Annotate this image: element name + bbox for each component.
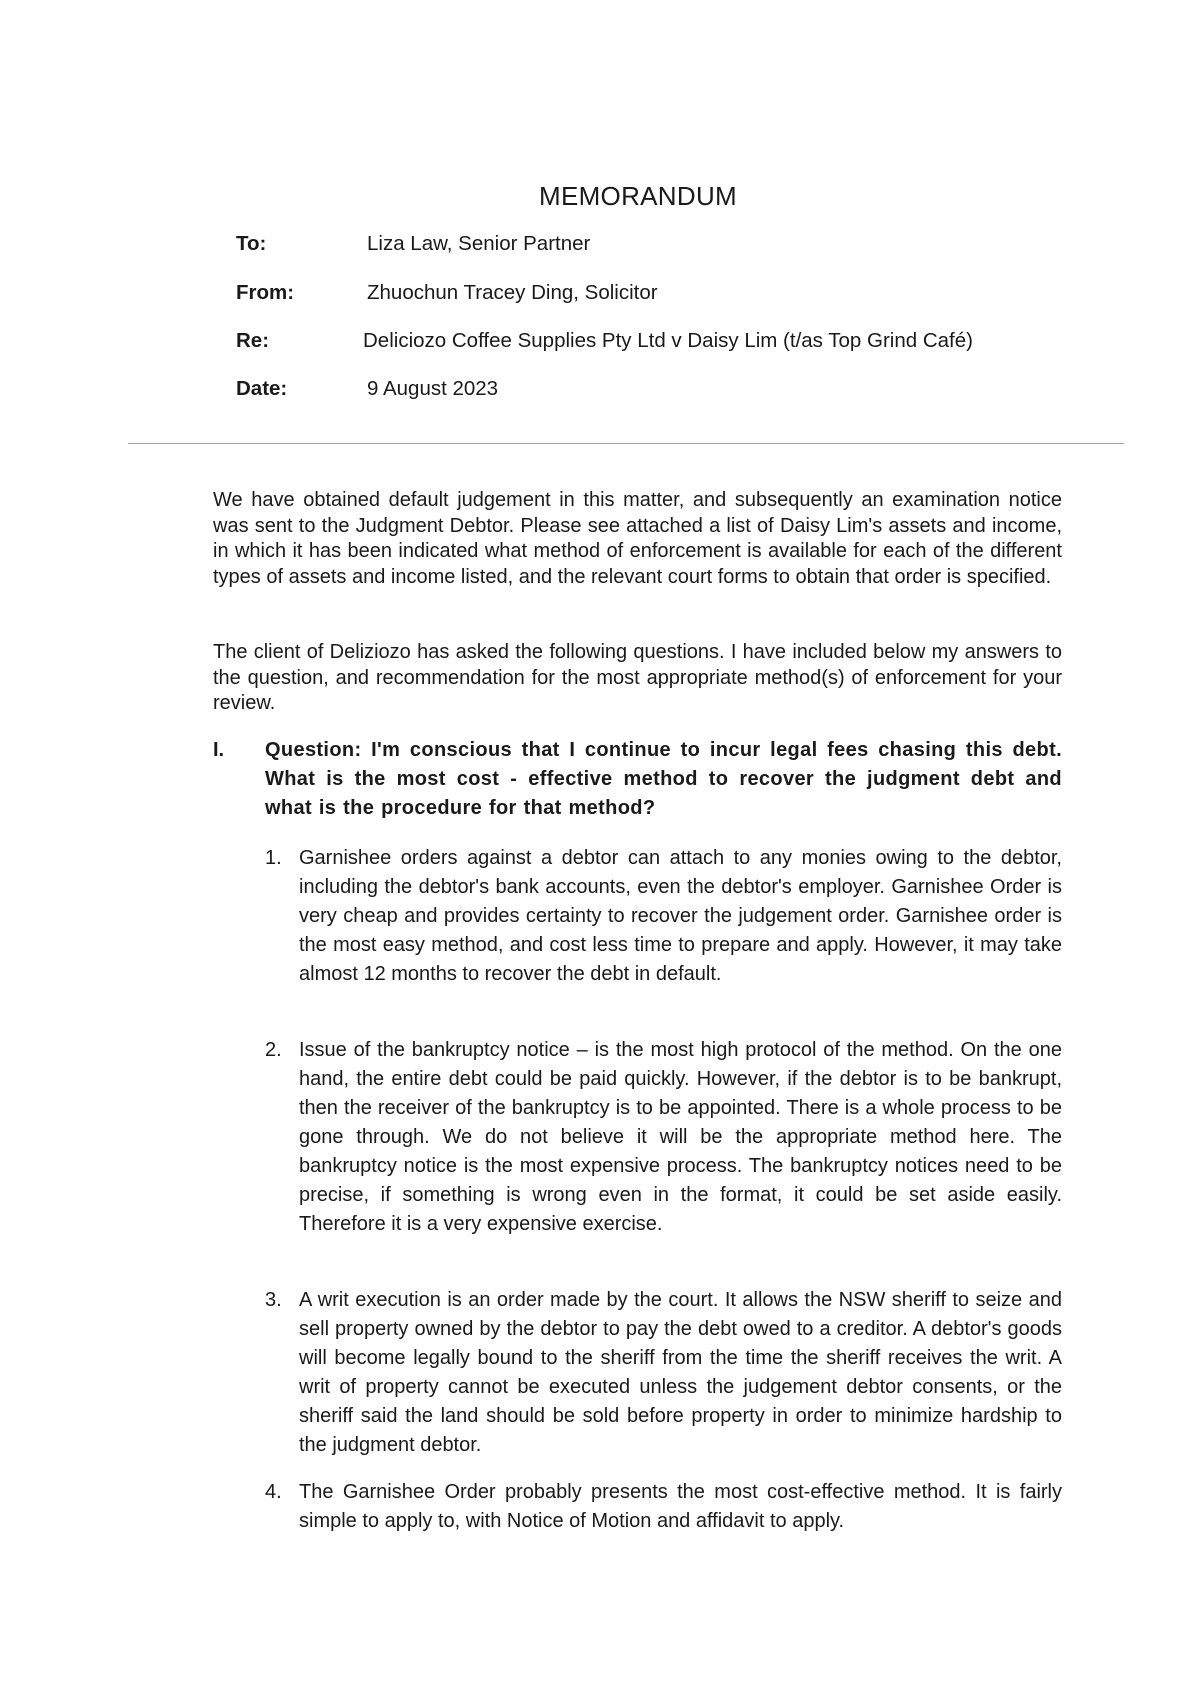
- question-block: [213, 736, 1062, 823]
- answer-number: 3.: [265, 1289, 282, 1311]
- answer-number: 1.: [265, 847, 282, 869]
- answer-number: 2.: [265, 1039, 282, 1061]
- header-divider: [128, 443, 1124, 444]
- answer-item-3: [265, 1286, 1062, 1460]
- answer-number: 4.: [265, 1481, 282, 1503]
- answer-text: The Garnishee Order probably presents the most cost-effective method. It is fairly simple to apply to, with Notice of Motion and affidavit to apply.: [299, 1481, 1062, 1532]
- from-value: Zhuochun Tracey Ding, Solicitor: [367, 281, 658, 304]
- answer-text: Garnishee orders against a debtor can attach to any monies owing to the debtor, including the debtor's bank accounts, even the debtor's employer. Garnishee Order is very cheap and provides certainty to recover the judgement order. Garnishee order is the most easy method, and cost less time to prepare and apply. However, it may take almost 12 months to recover the debt in default.: [299, 847, 1062, 985]
- answer-item-1: [265, 844, 1062, 989]
- intro-paragraph-1: We have obtained default judgement in this matter, and subsequently an examination notice was sent to the Judgment Debtor. Please see attached a list of Daisy Lim's assets and income, in which it has been indicated what method of enforcement is available for each of the different types of assets and income listed, and the relevant court forms to obtain that order is specified.: [213, 489, 1062, 588]
- re-label: Re:: [236, 329, 270, 352]
- question-text: Question: I'm conscious that I continue to incur legal fees chasing this debt. What is the most cost - effective method to recover the judgment debt and what is the procedure for that method?: [265, 739, 1062, 819]
- memo-title: MEMORANDUM: [539, 181, 737, 211]
- question-number: I.: [213, 739, 225, 761]
- to-value: Liza Law, Senior Partner: [367, 232, 591, 255]
- intro-paragraph-2: The client of Deliziozo has asked the following questions. I have included below my answers to the question, and recommendation for the most appropriate method(s) of enforcement for your review.: [213, 641, 1062, 714]
- to-label: To:: [236, 232, 267, 255]
- answer-text: Issue of the bankruptcy notice – is the most high protocol of the method. On the one hand, the entire debt could be paid quickly. However, if the debtor is to be bankrupt, then the receiver of the bankruptcy is to be appointed. There is a whole process to be gone through. We do not believe it will be the appropriate method here. The bankruptcy notice is the most expensive process. The bankruptcy notices need to be precise, if something is wrong even in the format, it could be set aside easily. Therefore it is a very expensive exercise.: [299, 1039, 1062, 1235]
- date-label: Date:: [236, 377, 288, 400]
- from-label: From:: [236, 281, 295, 304]
- answer-text: A writ execution is an order made by the court. It allows the NSW sheriff to seize and sell property owned by the debtor to pay the debt owed to a creditor. A debtor's goods will become legally bound to the sheriff from the time the sheriff receives the writ. A writ of property cannot be executed unless the judgement debtor consents, or the sheriff said the land should be sold before property in order to minimize hardship to the judgment debtor.: [299, 1289, 1062, 1456]
- answer-item-2: [265, 1036, 1062, 1239]
- date-value: 9 August 2023: [367, 377, 499, 400]
- answer-item-4: [265, 1478, 1062, 1536]
- re-value: Deliciozo Coffee Supplies Pty Ltd v Daisy Lim (t/as Top Grind Café): [363, 329, 973, 352]
